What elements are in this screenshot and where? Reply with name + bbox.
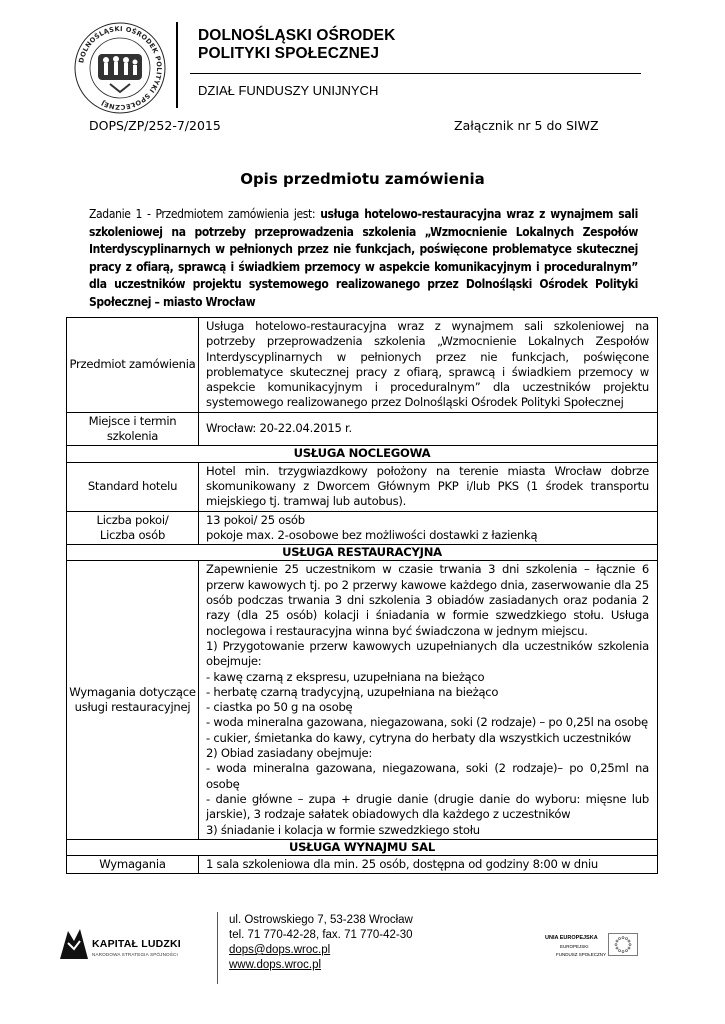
kapital-ludzki-logo-icon [58,927,90,961]
requirements-value: 1 sala szkoleniowa dla min. 25 osób, dostępna od godziny 8:00 w dniu [199,856,658,874]
intro-paragraph [89,206,638,312]
annex-label: Załącznik nr 5 do SIWZ [454,118,599,133]
section-row [67,545,658,561]
restaurant-line: - danie główne – zupa + drugie danie (drugie danie do wyboru: mięsne lub jarskie), 3 rodzaje sałatek obiadowych dla każdego z uczestników [206,791,649,822]
footer-phone: tel. 71 770-42-28, fax. 71 770-42-30 [229,929,413,941]
rooms-label-line1: Liczba pokoi/ [96,512,169,527]
section-row [67,839,658,855]
rooms-value-line2: pokoje max. 2-osobowe bez możliwości dostawki z łazienką [206,527,538,542]
restaurant-line: - herbatę czarną tradycyjną, uzupełniana na bieżąco [206,684,499,699]
eu-fund-line2: FUNDUSZ SPOŁECZNY [556,952,607,957]
requirements-label: Wymagania [67,856,199,874]
table-row [67,318,658,413]
table-row [67,412,658,446]
table-row [67,462,658,511]
intro-bold-text: usługa hotelowo-restauracyjna wraz z wynajmem sali szkoleniowej na potrzeby przeprowadzenia szkolenia „Wzmocnienie Lokalnych Zespołów Interdyscyplinarnych w pełnionych przez nie funkcjach, poświęcone problematyce skutecznej pracy z ofiarą, sprawcą i świadkiem przemocy w aspekcie komunikacyjnym i proceduralnym” dla uczestników projektu systemowego realizowanego przez Dolnośląski Ośrodek Polityki Społecznej – miasto Wrocław [89,207,638,309]
subject-label: Przedmiot zamówienia [67,318,199,413]
restaurant-line: - ciastka po 50 g na osobę [206,700,353,715]
document-reference: DOPS/ZP/252-7/2015 [89,118,221,133]
restaurant-value [199,561,658,839]
restaurant-line: - cukier, śmietanka do kawy, cytryna do herbaty dla wszystkich uczestników [206,730,631,745]
kapital-ludzki-title: KAPITAŁ LUDZKI [92,938,181,950]
org-name-line2: POLITYKI SPOŁECZNEJ [198,45,380,62]
section-row [67,446,658,462]
section-rooms-heading: USŁUGA WYNAJMU SAL [67,839,658,855]
rooms-value-line1: 13 pokoi/ 25 osób [206,512,305,527]
place-value: Wrocław: 20-22.04.2015 r. [199,412,658,446]
restaurant-line: - kawę czarną z ekspresu, uzupełniana na bieżąco [206,669,485,684]
restaurant-line: - woda mineralna gazowana, niegazowana, soki (2 rodzaje)– po 0,25ml na osobę [206,761,649,791]
table-row [67,511,658,545]
hotel-label: Standard hotelu [67,462,199,511]
rooms-value [199,511,658,545]
hotel-value: Hotel min. trzygwiazdkowy położony na terenie miasta Wrocław dobrze skomunikowany z Dworcem Głównym PKP i/lub PKS (1 środek transportu miejskiego tj. tramwaj lub autobus). [199,462,658,511]
footer-website-link[interactable]: www.dops.wroc.pl [229,959,322,971]
kapital-ludzki-subtitle: NARODOWA STRATEGIA SPÓJNOŚCI [92,952,178,957]
header-divider-horizontal [190,73,641,74]
restaurant-line: - woda mineralna gazowana, niegazowana, soki (2 rodzaje) – po 0,25l na osobę [206,715,648,730]
restaurant-line: Zapewnienie 25 uczestnikom w czasie trwania 3 dni szkolenia – łącznie 6 przerw kawowych tj. po 2 przerwy kawowe każdego dnia, zaserwowanie dla 25 osób podczas trwania 3 dni szkolenia 3 obiadów zasiadanych oraz podania 2 razy (dla 25 osób) kolacji i śniadania w formie szwedzkiego stołu. Usługa noclegowa i restauracyjna winna być świadczona w jednym miejscu. [206,562,649,638]
restaurant-line: 2) Obiad zasiadany obejmuje: [206,746,373,761]
dops-logo-icon [72,20,168,116]
intro-plain-text: Zadanie 1 - Przedmiotem zamówienia jest: [89,207,321,221]
eu-title: UNIA EUROPEJSKA [545,935,598,941]
department-name: DZIAŁ FUNDUSZY UNIJNYCH [198,83,379,98]
section-restaurant-heading: USŁUGA RESTAURACYJNA [67,545,658,561]
place-label: Miejsce i termin szkolenia [67,412,199,446]
eu-flag-icon [608,933,638,956]
rooms-label [67,511,199,545]
restaurant-line: 3) śniadanie i kolacja w formie szwedzkiego stołu [206,822,480,837]
restaurant-line: 1) Przygotowanie przerw kawowych uzupełnianych dla uczestników szkolenia obejmuje: [206,638,649,669]
section-lodging-heading: USŁUGA NOCLEGOWA [67,446,658,462]
table-row [67,561,658,839]
footer-address: ul. Ostrowskiego 7, 53-238 Wrocław [229,914,413,926]
footer-email-link[interactable]: dops@dops.wroc.pl [229,944,331,956]
subject-value: Usługa hotelowo-restauracyjna wraz z wynajmem sali szkoleniowej na potrzeby przeprowadzenia szkolenia „Wzmocnienie Lokalnych Zespołów Interdyscyplinarnych w pełnionych przez nie funkcjach, poświęcone problematyce skutecznej pracy z ofiarą, sprawcą i świadkiem przemocy w aspekcie komunikacyjnym i proceduralnym” dla uczestników projektu systemowego realizowanego przez Dolnośląski Ośrodek Polityki Społecznej [199,318,658,413]
specification-table [66,317,658,874]
header-divider-vertical [176,22,178,108]
document-title: Opis przedmiotu zamówienia [240,170,485,188]
rooms-label-line2: Liczba osób [99,527,166,542]
org-name-line1: DOLNOŚLĄSKI OŚRODEK [198,27,396,44]
eu-fund-line1: EUROPEJSKI [560,944,589,949]
footer-divider [217,912,218,984]
restaurant-label: Wymagania dotyczące usługi restauracyjnej [67,561,199,839]
table-row [67,856,658,874]
svg-text:DOLNOŚLĄSKI OŚRODEK POLITYKI S: DOLNOŚLĄSKI OŚRODEK POLITYKI SPOŁECZNEJ [77,24,164,112]
